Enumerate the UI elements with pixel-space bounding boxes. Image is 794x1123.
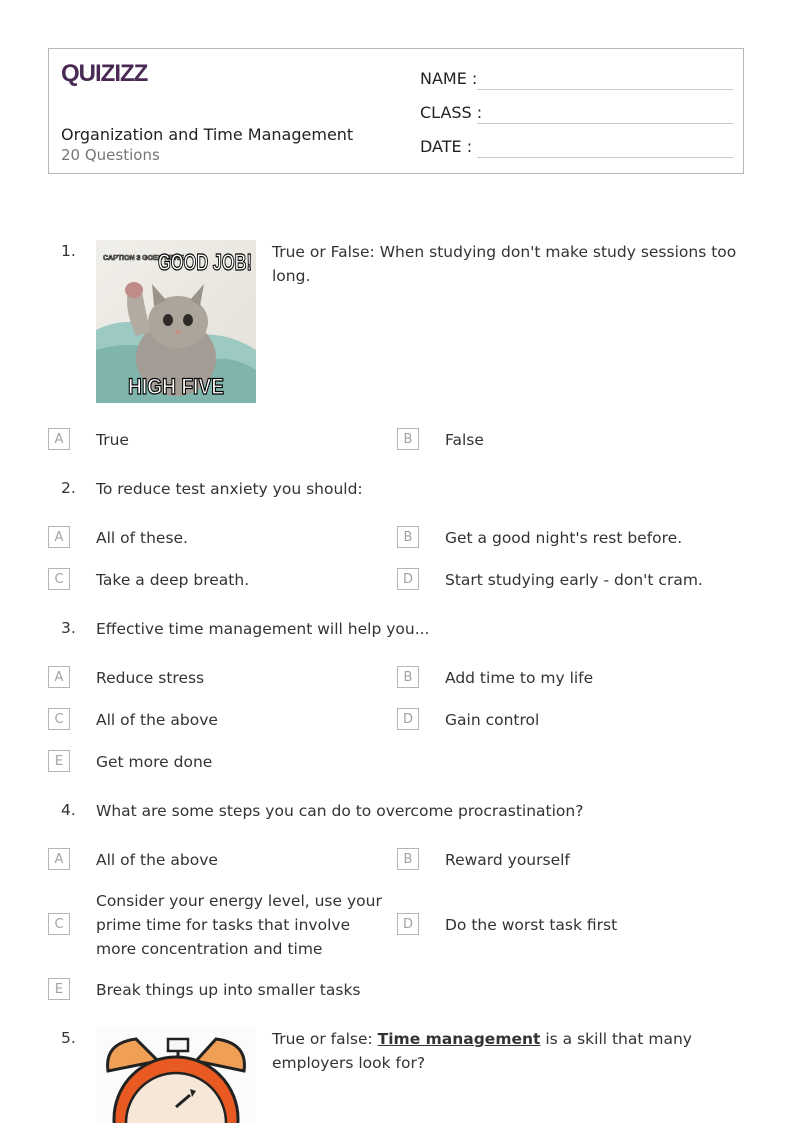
- question-text: To reduce test anxiety you should:: [96, 480, 363, 498]
- option-text: Break things up into smaller tasks: [96, 981, 361, 999]
- time-management-emphasis: Time management: [377, 1030, 541, 1048]
- question-text: True or False: When studying don't make study sessions too long.: [272, 243, 737, 285]
- question-number: 1.: [61, 242, 76, 260]
- worksheet-title: Organization and Time Management: [61, 125, 354, 144]
- date-label: DATE :: [420, 137, 473, 156]
- alarm-clock-image: [96, 1027, 256, 1123]
- question-text: Effective time management will help you...: [96, 620, 430, 638]
- option-text: All of the above: [96, 711, 218, 729]
- option-text: False: [445, 431, 484, 449]
- option-text: Reward yourself: [445, 851, 570, 869]
- option-letter[interactable]: A: [48, 666, 70, 688]
- question-number: 4.: [61, 801, 76, 819]
- name-label: NAME :: [420, 69, 478, 88]
- question-text: What are some steps you can do to overcome procrastination?: [96, 802, 584, 820]
- question-number: 5.: [61, 1029, 76, 1047]
- worksheet-header: [48, 48, 744, 174]
- option-letter[interactable]: C: [48, 913, 70, 935]
- class-line[interactable]: [477, 123, 733, 124]
- svg-text:CAPTION 3 GOES HERE: CAPTION 3 GOES HERE: [103, 255, 184, 262]
- option-letter[interactable]: A: [48, 428, 70, 450]
- option-letter[interactable]: E: [48, 750, 70, 772]
- name-line[interactable]: [477, 89, 733, 90]
- svg-text:HIGH FIVE: HIGH FIVE: [128, 374, 224, 399]
- option-letter[interactable]: B: [397, 526, 419, 548]
- option-letter[interactable]: D: [397, 708, 419, 730]
- option-letter[interactable]: E: [48, 978, 70, 1000]
- option-text: All of the above: [96, 851, 218, 869]
- option-letter[interactable]: D: [397, 568, 419, 590]
- option-letter[interactable]: A: [48, 848, 70, 870]
- option-letter[interactable]: B: [397, 428, 419, 450]
- question-count: 20 Questions: [61, 146, 160, 164]
- option-letter[interactable]: B: [397, 848, 419, 870]
- option-text: Consider your energy level, use your prime time for tasks that involve more concentration and time: [96, 892, 382, 958]
- option-text: True: [96, 431, 129, 449]
- option-text: Add time to my life: [445, 669, 594, 687]
- option-text: Reduce stress: [96, 669, 205, 687]
- option-text: Get a good night's rest before.: [445, 529, 683, 547]
- svg-text:GOOD JOB!: GOOD JOB!: [158, 249, 252, 275]
- option-letter[interactable]: C: [48, 568, 70, 590]
- question-number: 2.: [61, 479, 76, 497]
- option-letter[interactable]: B: [397, 666, 419, 688]
- option-letter[interactable]: C: [48, 708, 70, 730]
- option-text: Take a deep breath.: [96, 571, 250, 589]
- class-label: CLASS :: [420, 103, 483, 122]
- option-letter[interactable]: A: [48, 526, 70, 548]
- option-text: Gain control: [445, 711, 540, 729]
- quizizz-logo: [61, 59, 153, 87]
- option-text: Do the worst task first: [445, 916, 618, 934]
- option-letter[interactable]: D: [397, 913, 419, 935]
- option-text: All of these.: [96, 529, 188, 547]
- option-text: Start studying early - don't cram.: [445, 571, 703, 589]
- question-text: True or false: Time management is a skill that many employers look for?: [272, 1030, 692, 1072]
- option-text: Get more done: [96, 753, 213, 771]
- kitten-meme-image: [96, 240, 256, 403]
- question-number: 3.: [61, 619, 76, 637]
- svg-text:QUIZIZZ: QUIZIZZ: [61, 60, 148, 87]
- date-line[interactable]: [477, 157, 733, 158]
